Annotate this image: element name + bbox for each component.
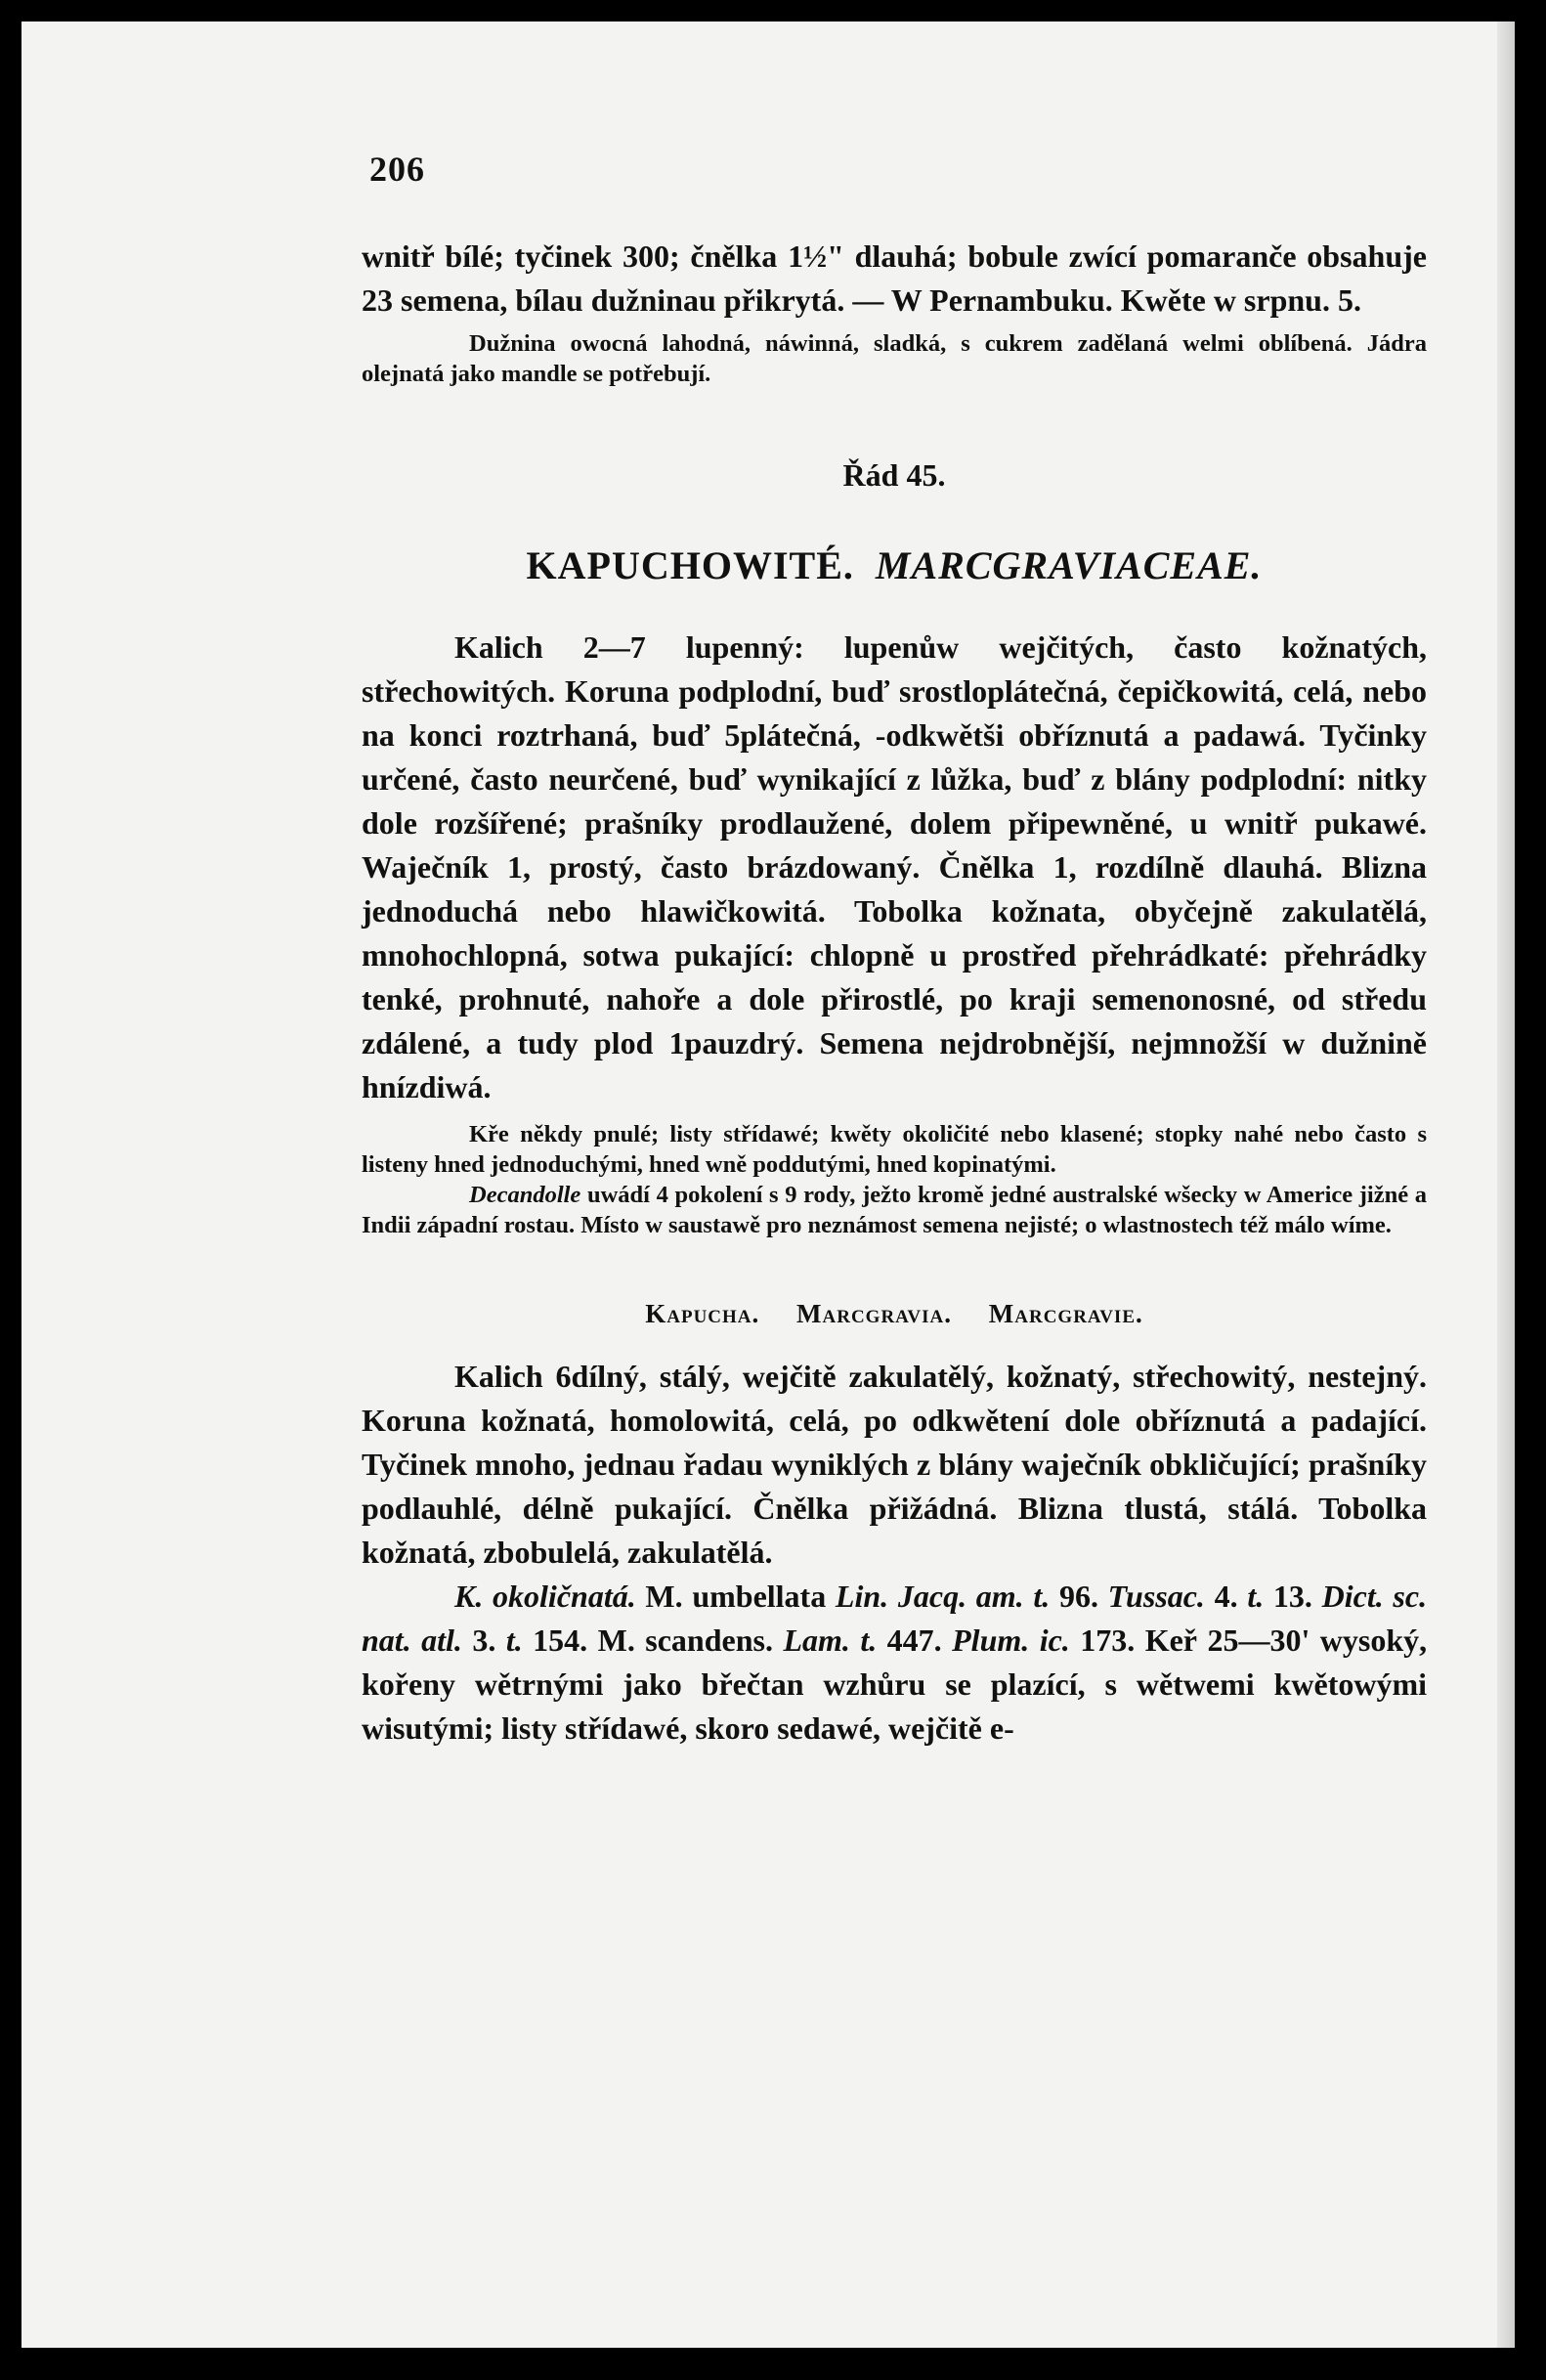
family-note-2 <box>362 1180 1427 1240</box>
species-description: Keř 25—30' wysoký, kořeny wětrnými jako břečtan wzhůru se plazící, s wětwemi kwětowými wisutými; listy střídawé, skoro sedawé, wejčitě e- <box>362 1623 1428 1746</box>
ref-2-num: 96. <box>1058 1579 1098 1614</box>
ref-3-t: t. <box>1247 1579 1265 1614</box>
ref-6-num: 173. <box>1080 1623 1136 1658</box>
order-heading: Řád 45. <box>842 457 946 493</box>
species-entry <box>362 1575 1427 1751</box>
ref-5-t: t. <box>860 1623 878 1658</box>
ref-3-num: 13. <box>1272 1579 1312 1614</box>
genus-heading <box>362 1299 1427 1329</box>
ref-4-t: t. <box>505 1623 523 1658</box>
genus-description: Kalich 6dílný, stálý, wejčitě zakulatělý, kožnatý, střechowitý, nestejný. Koruna kožnatá, homolowitá, celá, po odkwětení dole obříznutá a padající. Tyčinek mnoho, jednau řadau wyniklých z blány waječník obkličující; prašníky podlauhlé, délně pukající. Čnělka přižádná. Blizna tlustá, stálá. Tobolka kožnatá, zbobulelá, zakulatělá. <box>362 1359 1427 1570</box>
intro-paragraph: wnitř bílé; tyčinek 300; čnělka 1½" dlauhá; bobule zwící pomaranče obsahuje 23 semena, bílau dužninau přikrytá. — W Pernambuku. Kwěte w srpnu. 5. <box>362 238 1427 318</box>
ref-4-vol: 3. <box>472 1623 496 1658</box>
genus-german: Marcgravie. <box>988 1299 1143 1328</box>
ref-6-author: Plum. ic. <box>952 1623 1070 1658</box>
family-note-2-author: Decandolle <box>469 1182 581 1208</box>
ref-5-num: 447. <box>886 1623 942 1658</box>
ref-3-author: Tussac. <box>1107 1579 1205 1614</box>
species-czech-name: K. okoličnatá. <box>454 1579 636 1614</box>
ref-4-num: 154. <box>533 1623 588 1658</box>
ref-2-t: t. <box>1033 1579 1051 1614</box>
family-note-1: Kře někdy pnulé; listy střídawé; kwěty okoličité nebo klasené; stopky nahé nebo často s listeny hned jednoduchými, hned wně poddutými, hned kopinatými. <box>362 1121 1427 1178</box>
family-note-2-text: uwádí 4 pokolení s 9 rody, ježto kromě jedné australské wšecky w Americe jižné a Indii západní rostau. Místo w saustawě pro neznámost semena nejisté; o wlastnostech též málo wíme. <box>362 1182 1428 1238</box>
ref-2-author: Jacq. <box>897 1579 967 1614</box>
family-heading <box>362 542 1427 588</box>
page-edge-shadow <box>1497 22 1515 2348</box>
ref-1-author: Lin. <box>835 1579 889 1614</box>
ref-4-work: Dict. sc. nat. atl. <box>362 1579 1428 1658</box>
species-synonym: M. scandens. <box>597 1623 773 1658</box>
family-latin-name: MARCGRAVIACEAE. <box>875 543 1263 587</box>
page-number: 206 <box>369 150 425 189</box>
family-czech-name: KAPUCHOWITÉ. <box>526 543 854 587</box>
species-latin-name: M. umbellata <box>645 1579 827 1614</box>
ref-3-vol: 4. <box>1214 1579 1238 1614</box>
family-description: Kalich 2—7 lupenný: lupenůw wejčitých, často kožnatých, střechowitých. Koruna podplodní, buď srostloplátečná, čepičkowitá, celá, nebo na konci roztrhaná, buď 5plátečná, -odkwětši obříznutá a padawá. Tyčinky určené, často neurčené, buď wynikající z lůžka, buď z blány podplodní: nitky dole rozšířené; prašníky prodlaužené, dolem připewněné, u wnitř pukawé. Waječník 1, prostý, často brázdowaný. Čnělka 1, rozdílně dlauhá. Blizna jednoduchá nebo hlawičkowitá. Tobolka kožnata, obyčejně zakulatělá, mnohochlopná, sotwa pukající: chlopně u prostřed přehrádkaté: přehrádky tenké, prohnuté, nahoře a dole přirostlé, po kraji semenonosné, od středu zdálené, a tudy plod 1pauzdrý. Semena nejdrobnější, nejmnožší w dužnině hnízdiwá. <box>362 629 1427 1104</box>
genus-czech: Kapucha. <box>645 1299 760 1328</box>
intro-note: Dužnina owocná lahodná, náwinná, sladká, s cukrem zadělaná welmi oblíbená. Jádra olejnatá jako mandle se potřebují. <box>362 330 1427 387</box>
page-content <box>362 235 1427 1751</box>
ref-2-abbrev: am. <box>975 1579 1024 1614</box>
book-page <box>21 22 1515 2348</box>
ref-5-author: Lam. <box>783 1623 850 1658</box>
genus-latin: Marcgravia. <box>796 1299 953 1328</box>
